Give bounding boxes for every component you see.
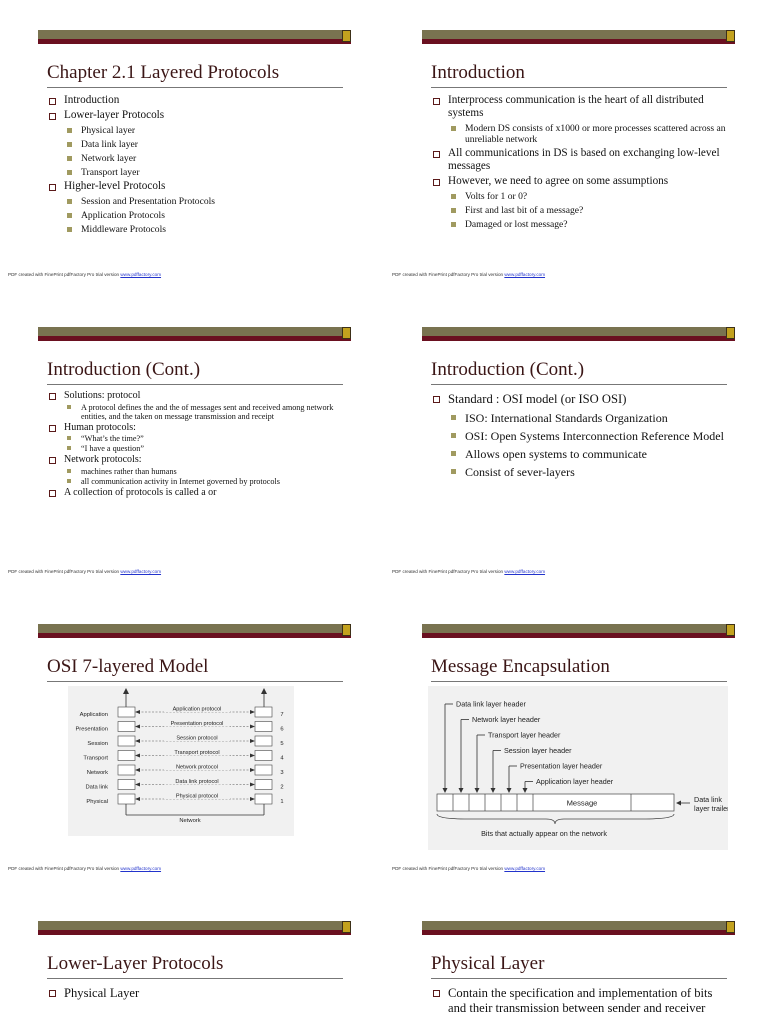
slide-header-bar	[422, 30, 735, 44]
sub-bullet-item: Physical layer	[48, 125, 344, 136]
sub-bullet-item: OSI: Open Systems Interconnection Reference Model	[432, 429, 728, 443]
layer-box	[118, 780, 135, 790]
bullet-item: A collection of protocols is called a or	[48, 487, 344, 499]
sub-bullet-item: Damaged or lost message?	[432, 219, 728, 230]
title-rule	[431, 87, 727, 88]
bullet-item: Solutions: protocol	[48, 390, 344, 402]
slide-8	[384, 891, 768, 1024]
sub-bullet-item: Modern DS consists of x1000 or more processes scattered across an unreliable network	[432, 123, 728, 145]
protocol-arrow	[135, 768, 140, 772]
title-rule	[431, 978, 727, 979]
protocol-arrow	[135, 754, 140, 758]
bullet-item: Higher-level Protocols	[48, 180, 344, 193]
layer-number: 1	[280, 799, 284, 805]
pointer-head	[523, 788, 528, 793]
slide-2	[384, 0, 768, 297]
slide-header-bar	[422, 624, 735, 638]
layer-label: Transport	[83, 755, 108, 762]
bullet-item: All communications in DS is based on exchanging low-level messages	[432, 147, 728, 173]
sub-bullet-item: machines rather than humans	[48, 467, 344, 476]
footer-link[interactable]: www.pdffactory.com	[504, 569, 546, 574]
layer-box	[255, 751, 272, 761]
slide-4	[384, 297, 768, 594]
layer-number: 2	[280, 784, 284, 791]
slide-title: Message Encapsulation	[431, 656, 610, 677]
protocol-arrow	[250, 739, 255, 743]
sub-bullet-item: First and last bit of a message?	[432, 205, 728, 216]
footer-link[interactable]: www.pdffactory.com	[120, 569, 162, 574]
protocol-label: Network protocol	[176, 764, 218, 771]
sub-bullet-item: A protocol defines the and the of messages sent and received among network entities, and the taken on message transmission and receipt	[48, 403, 344, 421]
sub-bullet-item: Application Protocols	[48, 210, 344, 221]
layer-box	[118, 765, 135, 775]
network-label: Network	[179, 818, 201, 824]
protocol-label: Transport protocol	[174, 750, 220, 756]
title-rule	[47, 978, 343, 979]
pointer-head	[491, 788, 496, 793]
pointer-head	[475, 788, 480, 793]
protocol-label: Presentation protocol	[170, 721, 224, 727]
arrow-head	[123, 688, 129, 694]
layer-label: Physical	[86, 799, 108, 805]
footer-note	[392, 272, 545, 277]
trailer-label: Data link	[694, 795, 722, 804]
layer-number: 3	[280, 770, 284, 776]
slide-7	[0, 891, 384, 1024]
bullet-list	[432, 389, 728, 479]
pointer-head	[443, 788, 448, 793]
bullet-item: Contain the specification and implementation of bits and their transmission between sender and receiver	[432, 986, 728, 1016]
bullet-list	[48, 983, 344, 1001]
bullet-list	[48, 389, 344, 498]
slide-title: Introduction	[431, 62, 525, 83]
slide-title: Introduction (Cont.)	[47, 359, 201, 380]
layer-label: Application	[79, 712, 108, 718]
layer-box	[255, 765, 272, 775]
slide-5	[0, 594, 384, 891]
protocol-arrow	[250, 797, 255, 801]
slide-title: OSI 7-layered Model	[47, 656, 209, 677]
brace	[437, 814, 674, 824]
footer-note	[392, 866, 545, 871]
layer-box	[118, 736, 135, 746]
bullet-item: Standard : OSI model (or ISO OSI)	[432, 392, 728, 407]
footer-note	[8, 569, 161, 574]
footer-text: PDF created with FinePrint pdfFactory Pro trial version	[392, 866, 504, 871]
protocol-arrow	[250, 768, 255, 772]
header-label: Presentation layer header	[520, 761, 603, 771]
layer-label: Data link	[85, 784, 108, 791]
footer-text: PDF created with FinePrint pdfFactory Pro trial version	[392, 272, 504, 277]
header-label: Session layer header	[504, 746, 572, 755]
layer-box	[118, 707, 135, 717]
layer-number: 7	[280, 712, 284, 718]
bullet-item: Interprocess communication is the heart of all distributed systems	[432, 94, 728, 120]
header-label: Data link layer header	[456, 699, 526, 709]
slide-6	[384, 594, 768, 891]
caption: Bits that actually appear on the network	[481, 829, 607, 838]
bullet-list	[48, 92, 344, 235]
protocol-arrow	[250, 754, 255, 758]
header-label: Application layer header	[536, 777, 614, 786]
sub-bullet-item: Consist of sever-layers	[432, 465, 728, 479]
header-label: Transport layer header	[488, 730, 561, 740]
protocol-arrow	[135, 739, 140, 743]
title-rule	[47, 681, 343, 682]
header-label: Network layer header	[472, 715, 541, 724]
bullet-item: However, we need to agree on some assumptions	[432, 175, 728, 188]
title-rule	[431, 681, 727, 682]
protocol-arrow	[250, 725, 255, 729]
slide-title: Introduction (Cont.)	[431, 359, 585, 380]
encapsulation-figure	[428, 686, 728, 850]
slide-title: Lower-Layer Protocols	[47, 953, 224, 974]
protocol-arrow	[250, 783, 255, 787]
layer-box	[255, 736, 272, 746]
sub-bullet-item: ISO: International Standards Organization	[432, 411, 728, 425]
protocol-label: Application protocol	[172, 706, 222, 713]
footer-text: PDF created with FinePrint pdfFactory Pro trial version	[8, 272, 120, 277]
layer-box	[118, 722, 135, 732]
footer-text: PDF created with FinePrint pdfFactory Pro trial version	[8, 866, 120, 871]
trailer-label: layer trailer	[694, 804, 728, 813]
footer-note	[8, 866, 161, 871]
title-rule	[431, 384, 727, 385]
sub-bullet-item: Volts for 1 or 0?	[432, 191, 728, 202]
sub-bullet-item: “What’s the time?”	[48, 434, 344, 443]
slide-header-bar	[38, 30, 351, 44]
slide-header-bar	[38, 624, 351, 638]
layer-box	[255, 794, 272, 804]
sub-bullet-item: Allows open systems to communicate	[432, 447, 728, 461]
footer-text: PDF created with FinePrint pdfFactory Pro trial version	[392, 569, 504, 574]
footer-link[interactable]: www.pdffactory.com	[504, 272, 546, 277]
bullet-item: Introduction	[48, 94, 344, 107]
slide-header-bar	[38, 921, 351, 935]
bullet-item: Human protocols:	[48, 422, 344, 434]
protocol-arrow	[135, 797, 140, 801]
sub-bullet-item: Session and Presentation Protocols	[48, 196, 344, 207]
sub-bullet-item: Transport layer	[48, 167, 344, 178]
title-rule	[47, 384, 343, 385]
slide-title: Physical Layer	[431, 953, 545, 974]
protocol-arrow	[135, 710, 140, 714]
sub-bullet-item: “I have a question”	[48, 444, 344, 453]
protocol-label: Session protocol	[176, 735, 218, 742]
slide-3	[0, 297, 384, 594]
layer-box	[255, 722, 272, 732]
arrow-head	[261, 688, 267, 694]
footer-note	[8, 272, 161, 277]
slide-header-bar	[422, 327, 735, 341]
pointer-head	[676, 801, 681, 806]
layer-label: Network	[86, 770, 108, 776]
layer-number: 4	[280, 755, 284, 762]
title-rule	[47, 87, 343, 88]
slide-header-bar	[38, 327, 351, 341]
layer-number: 6	[280, 726, 284, 733]
sub-bullet-item: all communication activity in Internet governed by protocols	[48, 477, 344, 486]
osi-model-figure	[68, 686, 294, 836]
bullet-item: Lower-layer Protocols	[48, 109, 344, 122]
footer-note	[392, 569, 545, 574]
sub-bullet-item: Data link layer	[48, 139, 344, 150]
slide-1	[0, 0, 384, 297]
footer-link[interactable]: www.pdffactory.com	[504, 866, 546, 871]
protocol-label: Physical protocol	[175, 793, 219, 800]
pointer-head	[459, 788, 464, 793]
bullet-list	[432, 92, 728, 230]
layer-box	[118, 794, 135, 804]
layer-box	[118, 751, 135, 761]
pointer-head	[507, 788, 512, 793]
protocol-arrow	[135, 783, 140, 787]
slide-title: Chapter 2.1 Layered Protocols	[47, 62, 280, 83]
protocol-label: Data link protocol	[175, 779, 219, 785]
sub-bullet-item: Middleware Protocols	[48, 224, 344, 235]
protocol-arrow	[135, 725, 140, 729]
layer-box	[255, 707, 272, 717]
sub-bullet-item: Network layer	[48, 153, 344, 164]
footer-link[interactable]: www.pdffactory.com	[120, 272, 162, 277]
footer-link[interactable]: www.pdffactory.com	[120, 866, 162, 871]
packet	[437, 794, 674, 811]
bullet-item: Network protocols:	[48, 454, 344, 466]
bullet-item: Physical Layer	[48, 986, 344, 1001]
slide-header-bar	[422, 921, 735, 935]
layer-box	[255, 780, 272, 790]
message-label: Message	[566, 798, 598, 808]
footer-text: PDF created with FinePrint pdfFactory Pro trial version	[8, 569, 120, 574]
layer-label: Session	[87, 741, 108, 747]
layer-label: Presentation	[75, 726, 108, 733]
protocol-arrow	[250, 710, 255, 714]
bullet-list	[432, 983, 728, 1016]
layer-number: 5	[280, 741, 284, 747]
